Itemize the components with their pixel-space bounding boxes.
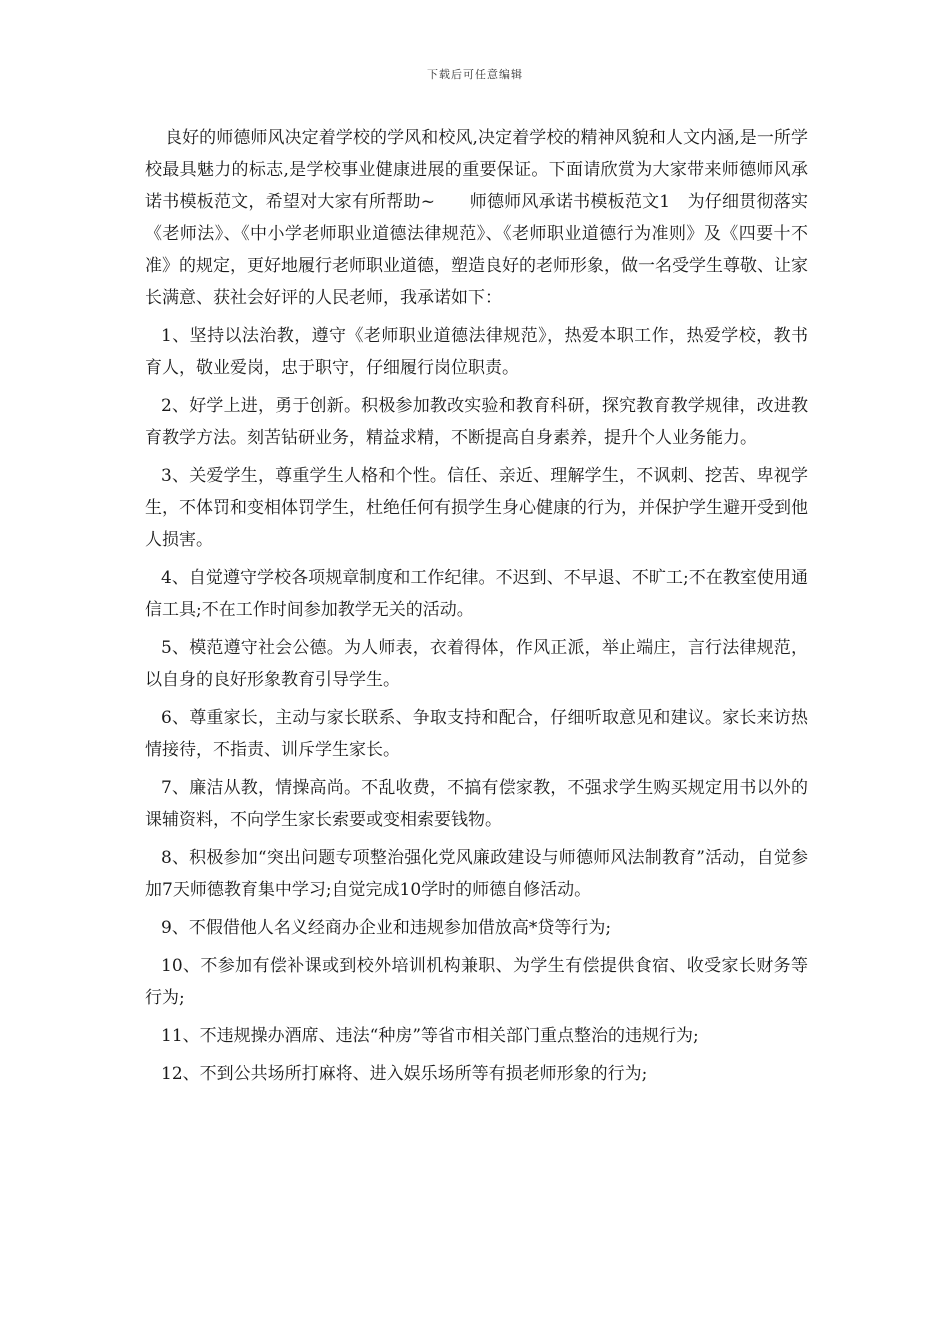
list-item: 3、关爱学生，尊重学生人格和个性。信任、亲近、理解学生，不讽刺、挖苦、卑视学生，不体罚和变相体罚学生，杜绝任何有损学生身心健康的行为，并保护学生避开受到他人损害。 <box>145 466 808 550</box>
list-item: 2、好学上进，勇于创新。积极参加教改实验和教育科研，探究教育教学规律，改进教育教学方法。刻苦钻研业务，精益求精，不断提高自身素养，提升个人业务能力。 <box>145 396 808 448</box>
list-item: 4、自觉遵守学校各项规章制度和工作纪律。不迟到、不早退、不旷工;不在教室使用通信工具;不在工作时间参加教学无关的活动。 <box>145 568 808 620</box>
list-item: 6、尊重家长，主动与家长联系、争取支持和配合，仔细听取意见和建议。家长来访热情接待，不指责、训斥学生家长。 <box>145 708 808 760</box>
page-header: 下载后可任意编辑 <box>427 68 523 81</box>
list-item: 1、坚持以法治教，遵守《老师职业道德法律规范》，热爱本职工作，热爱学校，教书育人，敬业爱岗，忠于职守，仔细履行岗位职责。 <box>145 326 808 378</box>
list-item: 9、不假借他人名义经商办企业和违规参加借放高*贷等行为; <box>161 918 612 938</box>
list-item: 11、不违规操办酒席、违法“种房”等省市相关部门重点整治的违规行为; <box>161 1026 699 1046</box>
list-item: 12、不到公共场所打麻将、进入娱乐场所等有损老师形象的行为; <box>161 1064 648 1084</box>
list-item: 8、积极参加“突出问题专项整治强化党风廉政建设与师德师风法制教育”活动，自觉参加7天师德教育集中学习;自觉完成10学时的师德自修活动。 <box>145 848 808 900</box>
intro-paragraph: 良好的师德师风决定着学校的学风和校风,决定着学校的精神风貌和人文内涵,是一所学校最具魅力的标志,是学校事业健康进展的重要保证。下面请欣赏为大家带来师德师风承诺书模板范文，希望对大家有所帮助~ 师德师风承诺书模板范文1 为仔细贯彻落实《老师法》、《中小学老师职业道德法律规范》、《老师职业道德行为准则》及《四要十不准》的规定，更好地履行老师职业道德，塑造良好的老师形象，做一名受学生尊敬、让家长满意、获社会好评的人民老师，我承诺如下： <box>145 128 808 308</box>
list-item: 10、不参加有偿补课或到校外培训机构兼职、为学生有偿提供食宿、收受家长财务等行为; <box>145 956 808 1008</box>
list-item: 7、廉洁从教，情操高尚。不乱收费，不搞有偿家教，不强求学生购买规定用书以外的课辅资料，不向学生家长索要或变相索要钱物。 <box>145 778 808 830</box>
document-body <box>145 122 808 1090</box>
list-item: 5、模范遵守社会公德。为人师表，衣着得体，作风正派，举止端庄，言行法律规范，以自身的良好形象教育引导学生。 <box>145 638 808 690</box>
